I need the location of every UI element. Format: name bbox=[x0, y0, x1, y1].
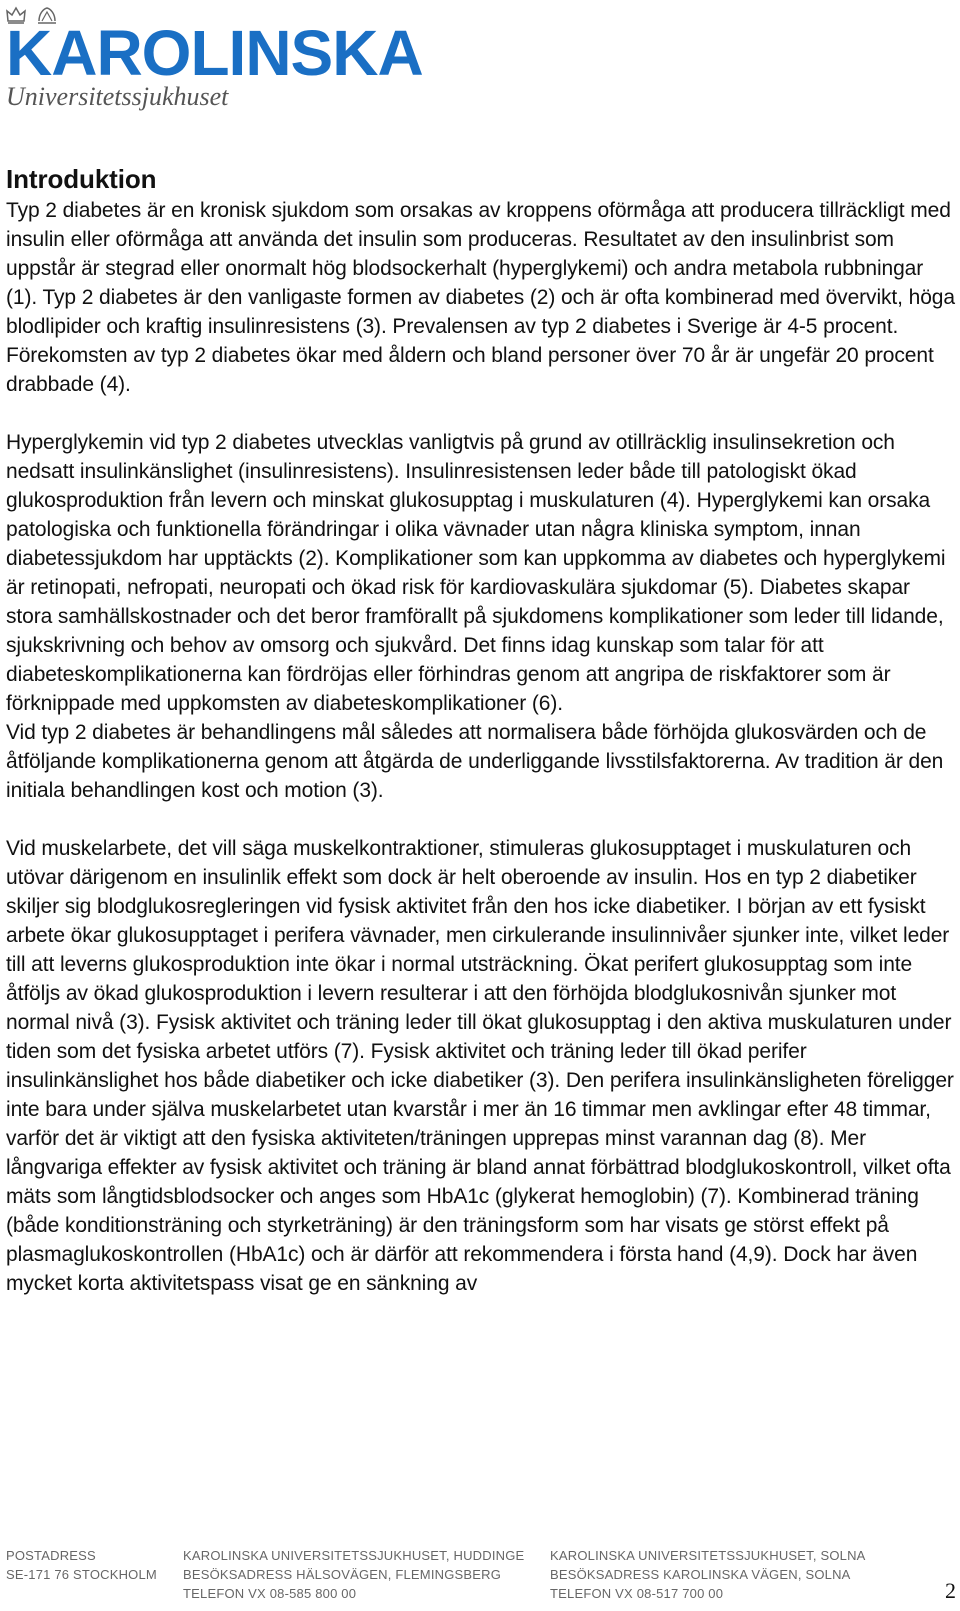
brand-name: KAROLINSKA bbox=[6, 17, 423, 89]
paragraph: Typ 2 diabetes är en kronisk sjukdom som orsakas av kroppens oförmåga att producera tillräckligt med insulin eller oförmåga att använda det insulin som produceras. Resultatet av den insulinbrist som uppstår är stegrad eller onormalt hög blodsockerhalt (hyperglykemi) och andra metabola rubbningar (1). Typ 2 diabetes är den vanligaste formen av diabetes (2) och är ofta kombinerad med övervikt, höga blodlipider och kraftig insulinresistens (3). Prevalensen av typ 2 diabetes i Sverige är 4-5 procent. Förekomsten av typ 2 diabetes ökar med åldern och bland personer över 70 år är ungefär 20 procent drabbade (4). bbox=[6, 199, 955, 396]
paragraph: Hyperglykemin vid typ 2 diabetes utvecklas vanligtvis på grund av otillräcklig insulinsekretion och nedsatt insulinkänslighet (insulinresistens). Insulinresistensen leder både till patologiskt ökad glukosproduktion från levern och minskat glukosupptag i muskulaturen (4). Hyperglykemi kan orsaka patologiska och funktionella förändringar i olika vävnader utan några kliniska symptom, innan diabetessjukdom har upptäckts (2). Komplikationer som kan uppkomma av diabetes och hyperglykemi är retinopati, nefropati, neuropati och ökad risk för kardiovaskulära sjukdomar (5). Diabetes skapar stora samhällskostnader och det beror framförallt på sjukdomens komplikationer som leder till lidande, sjukskrivning och behov av omsorg och sjukvård. Det finns idag kunskap som talar för att diabeteskomplikationerna kan fördröjas eller förhindras genom att angripa de riskfaktorer som är förknippade med uppkomsten av diabeteskomplikationer (6). bbox=[6, 431, 946, 715]
footer-line: KAROLINSKA UNIVERSITETSSJUKHUSET, HUDDINGE bbox=[183, 1548, 525, 1563]
footer-postal-address bbox=[6, 1546, 157, 1584]
page-number: 2 bbox=[945, 1578, 956, 1603]
footer-solna bbox=[550, 1546, 866, 1603]
footer-line: BESÖKSADRESS HÄLSOVÄGEN, FLEMINGSBERG bbox=[183, 1567, 502, 1582]
footer bbox=[6, 1546, 956, 1606]
footer-line: POSTADRESS bbox=[6, 1548, 96, 1563]
footer-line: SE-171 76 STOCKHOLM bbox=[6, 1567, 157, 1582]
footer-line: TELEFON VX 08-585 800 00 bbox=[183, 1586, 357, 1601]
paragraph: Vid muskelarbete, det vill säga muskelkontraktioner, stimuleras glukosupptaget i muskulaturen och utövar därigenom en insulinlik effekt som dock är helt oberoende av insulin. Hos en typ 2 diabetiker skiljer sig blodglukosregleringen vid fysisk aktivitet från den hos icke diabetiker. I början av ett fysiskt arbete ökar glukosupptaget i perifera vävnader, men cirkulerande insulinnivåer sjunker inte, vilket leder till att leverns glukosproduktion inte ökar i normal utsträckning. Ökat perifert glukosupptag som inte åtföljs av ökad glukosproduktion i levern resulterar i att den förhöjda blodglukosnivån sjunker mot normal nivå (3). Fysisk aktivitet och träning leder till ökat glukosupptag i den aktiva muskulaturen under tiden som det fysiska arbetet utförs (7). Fysisk aktivitet och träning leder till ökad perifer insulinkänslighet hos både diabetiker och icke diabetiker (3). Den perifera insulinkänsligheten föreligger inte bara under själva muskelarbetet utan kvarstår i mer än 16 timmar men avklingar efter 48 timmar, varför det är viktigt att den fysiska aktiviteten/träningen upprepas minst varannan dag (8). Mer långvariga effekter av fysisk aktivitet och träning är bland annat förbättrad blodglukoskontroll, vilket ofta mäts som långtidsblodsocker och anges som HbA1c (glykerat hemoglobin) (7). Kombinerad träning (både konditionsträning och styrketräning) är den träningsform som har visats ge störst effekt på plasmaglukoskontrollen (HbA1c) och är därför att rekommendera i första hand (4,9). Dock har även mycket korta aktivitetspass visat ge en sänkning av bbox=[6, 837, 954, 1295]
section-heading: Introduktion bbox=[6, 164, 157, 194]
footer-line: KAROLINSKA UNIVERSITETSSJUKHUSET, SOLNA bbox=[550, 1548, 866, 1563]
paragraph: Vid typ 2 diabetes är behandlingens mål således att normalisera både förhöjda glukosvärden och de åtföljande komplikationerna genom att åtgärda de underliggande livsstilsfaktorerna. Av tradition är den initiala behandlingen kost och motion (3). bbox=[6, 721, 944, 802]
brand-subtitle: Universitetssjukhuset bbox=[6, 82, 229, 111]
footer-line: TELEFON VX 08-517 700 00 bbox=[550, 1586, 724, 1601]
footer-line: BESÖKSADRESS KAROLINSKA VÄGEN, SOLNA bbox=[550, 1567, 851, 1582]
footer-huddinge bbox=[183, 1546, 524, 1603]
logo bbox=[6, 4, 423, 112]
document-body bbox=[6, 162, 956, 1298]
